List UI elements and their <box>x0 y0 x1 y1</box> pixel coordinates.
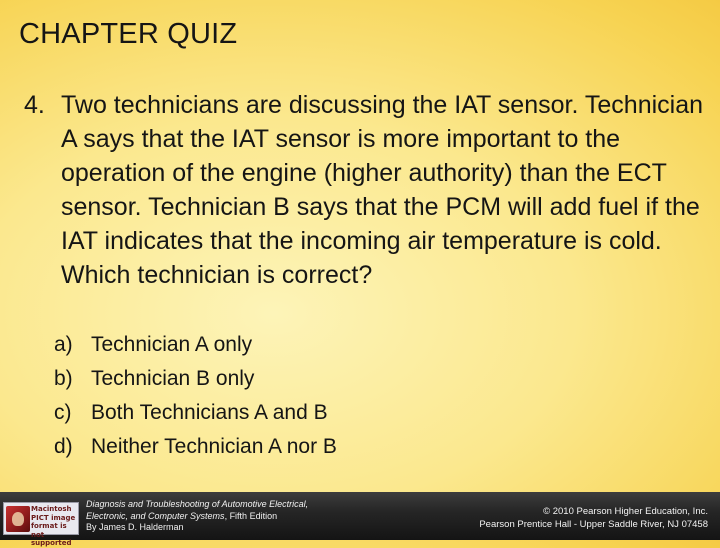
question-number: 4. <box>24 91 45 119</box>
slide-footer <box>0 492 720 547</box>
book-title-line1: Diagnosis and Troubleshooting of Automotive Electrical, <box>86 499 309 509</box>
answer-list <box>54 328 337 464</box>
page-title: CHAPTER QUIZ <box>19 18 238 50</box>
broken-image-icon <box>6 506 30 532</box>
answer-option-c <box>54 396 337 430</box>
answer-text: Technician B only <box>91 367 255 390</box>
book-edition: , Fifth Edition <box>224 510 278 521</box>
book-title-line2: Electronic, and Computer Systems <box>86 510 225 521</box>
book-author: By James D. Halderman <box>86 522 184 532</box>
answer-text: Both Technicians A and B <box>91 401 328 424</box>
answer-option-b <box>54 362 337 396</box>
logo-placeholder-text: Macintosh PICT image format is not supported <box>31 505 76 547</box>
answer-letter: d) <box>54 435 73 458</box>
book-title-line2-row <box>86 511 308 523</box>
answer-text: Neither Technician A nor B <box>91 435 337 458</box>
publisher-text: Pearson Prentice Hall - Upper Saddle River, NJ 07458 <box>479 519 708 530</box>
copyright-block <box>479 505 708 531</box>
copyright-text: © 2010 Pearson Higher Education, Inc. <box>543 506 708 517</box>
answer-letter: a) <box>54 333 73 356</box>
book-citation <box>86 499 308 534</box>
quiz-question <box>24 88 704 292</box>
answer-option-a <box>54 328 337 362</box>
answer-letter: b) <box>54 367 73 390</box>
answer-text: Technician A only <box>91 333 253 356</box>
answer-option-d <box>54 430 337 464</box>
publisher-logo <box>3 502 79 547</box>
question-text: Two technicians are discussing the IAT sensor. Technician A says that the IAT sensor is more important to the operation of the engine (higher authority) than the ECT sensor. Technician B says that the PCM will add fuel if the IAT indicates that the incoming air temperature is cold. Which technician is correct? <box>61 91 704 289</box>
answer-letter: c) <box>54 401 72 424</box>
